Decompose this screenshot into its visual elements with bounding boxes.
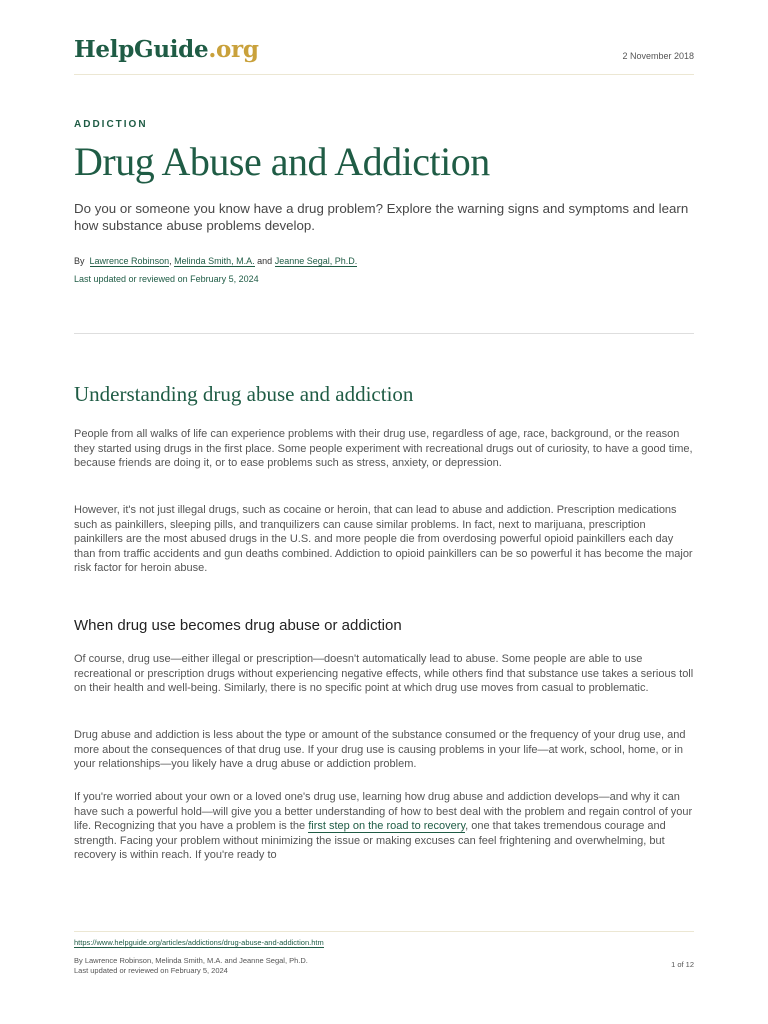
header-divider bbox=[74, 74, 694, 75]
logo-name: HelpGuide bbox=[74, 36, 209, 63]
page-title: Drug Abuse and Addiction bbox=[74, 139, 490, 184]
paragraph: However, it's not just illegal drugs, such as cocaine or heroin, that can lead to abuse and addiction. Prescription medications such as painkillers, sleeping pills, and tranquilizers can cause similar problems. In fact, next to marijuana, prescription painkillers are the most abused drugs in the U.S. and more people die from overdosing powerful opioid painkillers each day than from traffic accidents and gun deaths combined. Addiction to opioid painkillers can be so powerful it has become the major risk factor for heroin abuse. bbox=[74, 504, 693, 575]
byline-prefix: By bbox=[74, 256, 85, 266]
paragraph bbox=[74, 790, 694, 863]
page-number: 1 of 12 bbox=[671, 960, 694, 969]
paragraph-text: If you're worried about your own or a loved one's drug use, learning how drug abuse and addiction develops—and why it can have such a powerful hold—will give you a better understanding of how to best deal with the problem and regain control of your life. Recognizing that you have a problem is the bbox=[74, 791, 693, 833]
author-separator-and: and bbox=[257, 256, 273, 266]
author-link-smith[interactable]: Melinda Smith, M.A. bbox=[174, 256, 255, 266]
section-heading-understanding: Understanding drug abuse and addiction bbox=[74, 382, 414, 406]
footer-updated: Last updated or reviewed on February 5, 2024 bbox=[74, 966, 228, 975]
paragraph: Of course, drug use—either illegal or prescription—doesn't automatically lead to abuse. Some people are able to use recreational or prescription drugs without experiencing negative effects, while others find that substance use takes a serious toll on their health and well-being. Similarly, there is no specific point at which drug use moves from casual to problematic. bbox=[74, 653, 694, 695]
last-updated: Last updated or reviewed on February 5, 2024 bbox=[74, 274, 259, 284]
author-separator: , bbox=[169, 256, 172, 266]
logo-tld: .org bbox=[208, 36, 259, 63]
article-category: ADDICTION bbox=[74, 119, 148, 130]
section-heading-when: When drug use becomes drug abuse or addiction bbox=[74, 617, 402, 634]
author-link-robinson[interactable]: Lawrence Robinson bbox=[89, 256, 170, 266]
first-step-link[interactable]: first step on the road to recovery bbox=[308, 820, 466, 833]
footer-divider bbox=[74, 931, 694, 932]
footer-url-link[interactable]: https://www.helpguide.org/articles/addictions/drug-abuse-and-addiction.htm bbox=[74, 938, 324, 947]
paragraph-text: , one that takes tremendous courage and strength. Facing your problem without minimizing the issue or making excuses can feel frightening and overwhelming, but recovery is within reach. If you're ready to bbox=[74, 820, 666, 862]
document-page bbox=[74, 0, 694, 1024]
article-lede: Do you or someone you know have a drug problem? Explore the warning signs and symptoms and learn how substance abuse problems develop. bbox=[74, 201, 689, 233]
footer-byline bbox=[74, 956, 308, 976]
byline bbox=[74, 256, 357, 266]
footer-authors: By Lawrence Robinson, Melinda Smith, M.A. and Jeanne Segal, Ph.D. bbox=[74, 956, 308, 965]
paragraph: People from all walks of life can experience problems with their drug use, regardless of age, race, background, or the reason they started using drugs in the first place. Some people experiment with recreational drugs out of curiosity, to have a good time, because friends are doing it, or to ease problems such as stress, anxiety, or depression. bbox=[74, 428, 693, 470]
section-divider bbox=[74, 333, 694, 334]
print-date: 2 November 2018 bbox=[622, 51, 694, 61]
helpguide-logo[interactable] bbox=[74, 36, 259, 63]
paragraph: Drug abuse and addiction is less about the type or amount of the substance consumed or the frequency of your drug use, and more about the consequences of that drug use. If your drug use is causing problems in your life—at work, school, home, or in your relationships—you likely have a drug abuse or addiction problem. bbox=[74, 729, 686, 771]
author-link-segal[interactable]: Jeanne Segal, Ph.D. bbox=[274, 256, 358, 266]
